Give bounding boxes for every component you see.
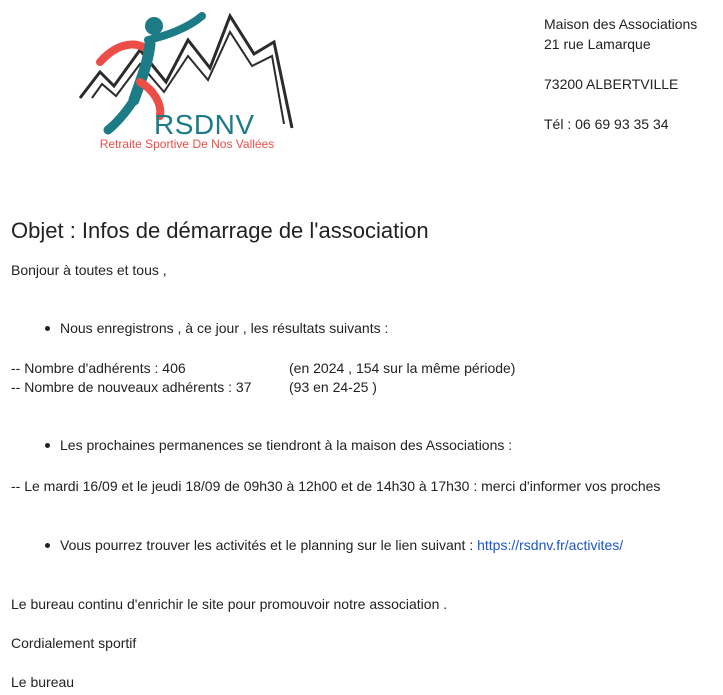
bullet-dot-icon — [45, 326, 50, 331]
stat-new-members-label: -- Nombre de nouveaux adhérents : 37 — [11, 379, 252, 395]
address-city: 73200 ALBERTVILLE — [544, 76, 679, 92]
signature: Le bureau — [11, 674, 75, 690]
bullet-activities — [45, 537, 623, 553]
logo-tagline: Retraite Sportive De Nos Vallées — [99, 137, 275, 151]
stat-members-note: (en 2024 , 154 sur la même période) — [289, 360, 516, 376]
stat-new-members-note: (93 en 24-25 ) — [289, 379, 377, 395]
bullet-dot-icon — [45, 543, 50, 548]
stat-members-label: -- Nombre d'adhérents : 406 — [11, 360, 186, 376]
address-phone: Tél : 06 69 93 35 34 — [544, 116, 669, 132]
closing-salutation: Cordialement sportif — [11, 635, 137, 651]
closing-paragraph: Le bureau continu d'enrichir le site pour promouvoir notre association . — [11, 596, 448, 612]
address-block — [544, 14, 697, 134]
schedule-line: -- Le mardi 16/09 et le jeudi 18/09 de 09h30 à 12h00 et de 14h30 à 17h30 : merci d'informer vos proches — [11, 478, 661, 494]
bullet-activities-text: Vous pourrez trouver les activités et le planning sur le lien suivant : — [60, 537, 478, 553]
bullet-results — [45, 320, 388, 336]
rsdnv-logo — [78, 12, 296, 154]
address-line-2: 21 rue Lamarque — [544, 36, 651, 52]
logo-title: RSDNV — [154, 109, 255, 140]
greeting: Bonjour à toutes et tous , — [11, 262, 167, 278]
subject-heading: Objet : Infos de démarrage de l'association — [11, 218, 429, 243]
bullet-dot-icon — [45, 443, 50, 448]
bullet-permanences — [45, 437, 512, 453]
bullet-results-text: Nous enregistrons , à ce jour , les résultats suivants : — [60, 320, 389, 336]
address-line-1: Maison des Associations — [544, 16, 698, 32]
bullet-permanences-text: Les prochaines permanences se tiendront à la maison des Associations : — [60, 437, 513, 453]
activities-link[interactable]: https://rsdnv.fr/activites/ — [477, 537, 624, 553]
